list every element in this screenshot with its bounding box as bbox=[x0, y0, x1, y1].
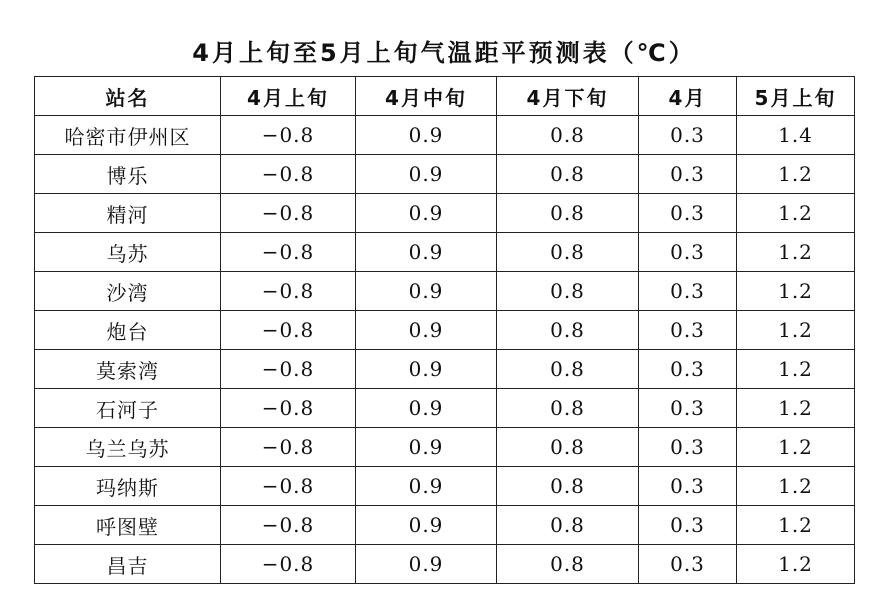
table-cell: 1.2 bbox=[737, 467, 855, 506]
table-cell: 0.8 bbox=[497, 311, 639, 350]
table-cell: 0.9 bbox=[356, 350, 497, 389]
header-april-early: 4月上旬 bbox=[221, 77, 356, 116]
station-name: 哈密市伊州区 bbox=[35, 116, 221, 155]
page-title: 4月上旬至5月上旬气温距平预测表（℃） bbox=[192, 39, 696, 67]
table-cell: 0.9 bbox=[356, 311, 497, 350]
table-cell: 0.3 bbox=[639, 233, 737, 272]
table-cell: 0.8 bbox=[497, 467, 639, 506]
table-row bbox=[35, 467, 855, 506]
table-cell: 1.2 bbox=[737, 272, 855, 311]
table-cell: 1.2 bbox=[737, 389, 855, 428]
table-row bbox=[35, 233, 855, 272]
table-cell: 0.8 bbox=[497, 350, 639, 389]
table-cell: 0.3 bbox=[639, 311, 737, 350]
table-cell: 0.8 bbox=[497, 116, 639, 155]
station-name: 博乐 bbox=[35, 155, 221, 194]
table-cell: −0.8 bbox=[221, 389, 356, 428]
table-cell: 0.8 bbox=[497, 389, 639, 428]
table-cell: 0.8 bbox=[497, 155, 639, 194]
station-name: 玛纳斯 bbox=[35, 467, 221, 506]
table-cell: 0.9 bbox=[356, 545, 497, 584]
table-cell: 0.9 bbox=[356, 272, 497, 311]
table-cell: 0.8 bbox=[497, 194, 639, 233]
station-name: 沙湾 bbox=[35, 272, 221, 311]
table-cell: 0.3 bbox=[639, 350, 737, 389]
table-row bbox=[35, 116, 855, 155]
table-cell: 0.3 bbox=[639, 506, 737, 545]
table-row bbox=[35, 194, 855, 233]
table-cell: 0.3 bbox=[639, 545, 737, 584]
table-cell: 0.9 bbox=[356, 506, 497, 545]
table-cell: 0.9 bbox=[356, 233, 497, 272]
table-cell: 0.3 bbox=[639, 194, 737, 233]
table-row bbox=[35, 350, 855, 389]
table-cell: 1.2 bbox=[737, 428, 855, 467]
header-april: 4月 bbox=[639, 77, 737, 116]
table-cell: −0.8 bbox=[221, 428, 356, 467]
table-cell: 0.8 bbox=[497, 545, 639, 584]
table-cell: 1.2 bbox=[737, 545, 855, 584]
table-cell: 1.2 bbox=[737, 155, 855, 194]
table-cell: −0.8 bbox=[221, 506, 356, 545]
table-cell: −0.8 bbox=[221, 350, 356, 389]
station-name: 乌兰乌苏 bbox=[35, 428, 221, 467]
table-cell: −0.8 bbox=[221, 545, 356, 584]
table-row bbox=[35, 155, 855, 194]
station-name: 呼图壁 bbox=[35, 506, 221, 545]
table-cell: 0.8 bbox=[497, 233, 639, 272]
table-cell: −0.8 bbox=[221, 194, 356, 233]
table-cell: −0.8 bbox=[221, 233, 356, 272]
station-name: 精河 bbox=[35, 194, 221, 233]
table-cell: 0.8 bbox=[497, 506, 639, 545]
table-row bbox=[35, 311, 855, 350]
table-cell: 1.2 bbox=[737, 233, 855, 272]
table-cell: −0.8 bbox=[221, 272, 356, 311]
table-cell: 0.9 bbox=[356, 389, 497, 428]
table-cell: 0.3 bbox=[639, 272, 737, 311]
station-name: 石河子 bbox=[35, 389, 221, 428]
table-cell: 0.9 bbox=[356, 467, 497, 506]
table-cell: 1.2 bbox=[737, 506, 855, 545]
table-cell: 0.9 bbox=[356, 428, 497, 467]
table-cell: −0.8 bbox=[221, 155, 356, 194]
station-name: 炮台 bbox=[35, 311, 221, 350]
table-cell: 1.2 bbox=[737, 311, 855, 350]
table-cell: −0.8 bbox=[221, 116, 356, 155]
table-row bbox=[35, 506, 855, 545]
table-header-row bbox=[35, 77, 855, 116]
station-name: 乌苏 bbox=[35, 233, 221, 272]
table-cell: 0.3 bbox=[639, 428, 737, 467]
station-name: 昌吉 bbox=[35, 545, 221, 584]
table-cell: 0.9 bbox=[356, 155, 497, 194]
table-cell: 0.3 bbox=[639, 116, 737, 155]
header-may-early: 5月上旬 bbox=[737, 77, 855, 116]
table-row bbox=[35, 545, 855, 584]
station-name: 莫索湾 bbox=[35, 350, 221, 389]
table-cell: 0.8 bbox=[497, 272, 639, 311]
table-cell: 1.2 bbox=[737, 194, 855, 233]
table-cell: 0.9 bbox=[356, 194, 497, 233]
table-cell: −0.8 bbox=[221, 467, 356, 506]
table-cell: −0.8 bbox=[221, 311, 356, 350]
table-cell: 0.3 bbox=[639, 155, 737, 194]
table-cell: 0.3 bbox=[639, 467, 737, 506]
table-row bbox=[35, 272, 855, 311]
temperature-anomaly-table bbox=[34, 76, 855, 584]
table-cell: 0.3 bbox=[639, 389, 737, 428]
header-april-mid: 4月中旬 bbox=[356, 77, 497, 116]
table-cell: 1.4 bbox=[737, 116, 855, 155]
table-cell: 1.2 bbox=[737, 350, 855, 389]
header-april-late: 4月下旬 bbox=[497, 77, 639, 116]
table-row bbox=[35, 428, 855, 467]
table-cell: 0.9 bbox=[356, 116, 497, 155]
table-row bbox=[35, 389, 855, 428]
table-cell: 0.8 bbox=[497, 428, 639, 467]
header-station: 站名 bbox=[35, 77, 221, 116]
